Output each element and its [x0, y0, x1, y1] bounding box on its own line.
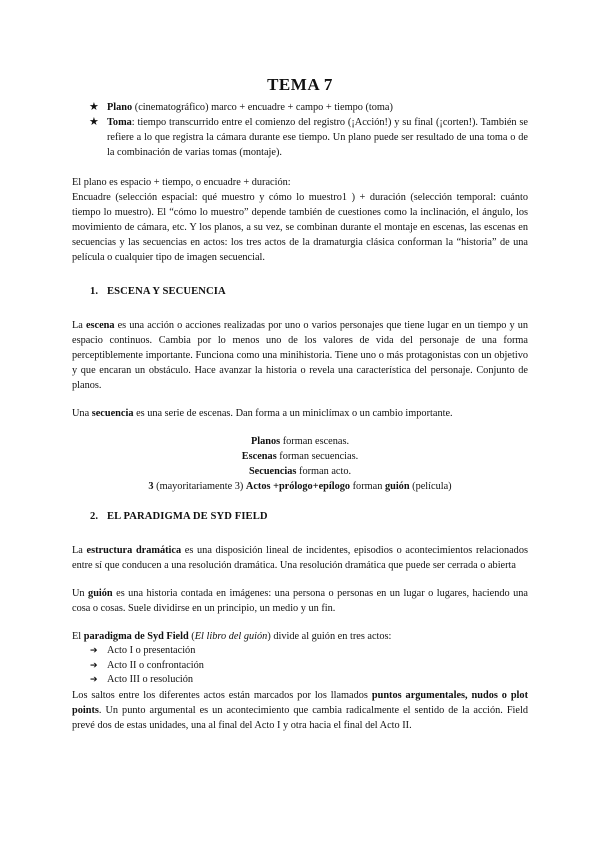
escena-paragraph: La escena es una acción o acciones realizadas por uno o varios personajes que tiene lugar en un tiempo y un espacio continuos. Cambia por lo menos uno de los valores de vida del personaje de una forma perceptiblemente importante. Funciona como una minihistoria. Tiene uno o más protagonistas con un objetivo y que encaran un obstáculo. Hace avanzar la historia o revela una característica del personaje. Conjunto de planos. [72, 320, 528, 391]
intro-list [72, 100, 528, 160]
list-item: ➔ Acto I o presentación [72, 644, 528, 659]
star-bullet-icon: ★ [89, 116, 99, 128]
list-item: ➔ Acto III o resolución [72, 673, 528, 688]
hierarchy-line: Planos forman escenas. [250, 436, 350, 447]
section-heading-1 [72, 284, 528, 299]
hierarchy-line: Escenas forman secuencias. [241, 451, 359, 462]
hierarchy-block [72, 434, 528, 494]
term-plano: Plano [107, 102, 133, 113]
arrow-right-icon: ➔ [90, 646, 98, 656]
hierarchy-line: 3 (mayoritariamente 3) Actos +prólogo+epílogo forman guión (película) [148, 481, 452, 492]
definition-toma: : tiempo transcurrido entre el comienzo del registro (¡Acción!) y su final (¡corten!). También se refiere a lo que registra la cámara durante ese tiempo. Un plano puede ser resultado de una toma o de la combinación de varias tomas (montaje). [107, 117, 528, 158]
secuencia-paragraph: Una secuencia es una serie de escenas. Dan forma a un miniclímax o un cambio importante. [72, 408, 453, 419]
list-item [72, 100, 528, 115]
definition-plano: (cinematográfico) marco + encuadre + campo + tiempo (toma) [132, 102, 393, 113]
document-page [72, 74, 528, 733]
list-item: ➔ Acto II o confrontación [72, 659, 528, 674]
section-title: EL PARADIGMA DE SYD FIELD [107, 511, 268, 522]
estructura-paragraph: La estructura dramática es una disposición lineal de incidentes, episodios o acontecimientos relacionados entre sí que conducen a una resolución dramática. Una resolución dramática que puede ser cerrada o abierta [72, 545, 528, 571]
paradigma-line: El paradigma de Syd Field (El libro del guión) divide al guión en tres actos: [72, 631, 392, 642]
term-toma: Toma [107, 117, 132, 128]
star-bullet-icon: ★ [89, 101, 99, 113]
arrow-right-icon: ➔ [90, 660, 98, 671]
section-title: ESCENA Y SECUENCIA [107, 286, 226, 297]
arrow-right-icon: ➔ [90, 675, 98, 685]
saltos-paragraph: Los saltos entre los diferentes actos están marcados por los llamados puntos argumentales, nudos o plot points. Un punto argumental es un acontecimiento que cambia radicalmente el sentido de la acción. Field prevé dos de estas unidades, una al final del Acto I y otra hacia el final del Acto II. [72, 689, 528, 731]
section-number: 2. [90, 511, 99, 522]
guion-paragraph: Un guión es una historia contada en imágenes: una persona o personas en un lugar o lugares, haciendo una cosa o cosas. Suele dividirse en un principio, un medio y un fin. [72, 588, 528, 614]
plano-line: El plano es espacio + tiempo, o encuadre + duración: [72, 177, 291, 188]
page-title: TEMA 7 [267, 75, 333, 94]
list-item [72, 115, 528, 160]
plano-paragraph: Encuadre (selección espacial: qué muestro y cómo lo muestro1 ) + duración (selección temporal: cuánto tiempo lo muestro). El “cómo lo muestro” depende también de cuestiones como la inclinación, el ángulo, los movimiento de cámara, etc. Y los planos, a su vez, se combinan durante el montaje en escenas, las escenas en secuencias y las secuencias en actos: los tres actos de la dramaturgia clásica conforman la “historia” de una película o cualquier tipo de imagen secuencial. [72, 192, 528, 263]
acts-list [72, 644, 528, 688]
section-number: 1. [90, 286, 99, 297]
hierarchy-line: Secuencias forman acto. [248, 466, 352, 477]
section-heading-2 [72, 509, 528, 524]
